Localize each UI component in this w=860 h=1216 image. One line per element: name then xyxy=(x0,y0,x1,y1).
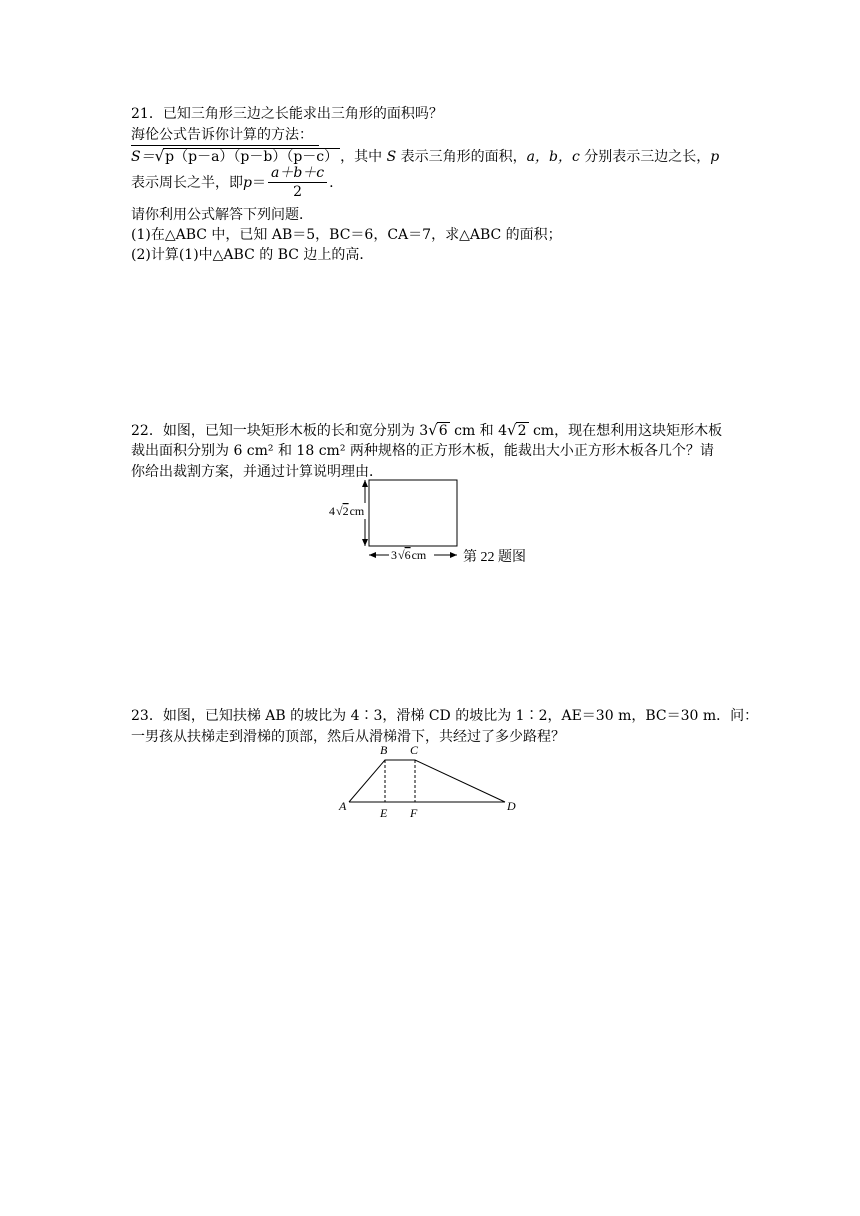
q21-text: 分别表示三边之长， xyxy=(579,149,711,165)
q23-line1: 23．如图，已知扶梯 AB 的坡比为 4∶3，滑梯 CD 的坡比为 1∶2，AE＝30 m，BC＝30 m．问： xyxy=(131,708,759,724)
q21-heron-radicand: p（p－a）（p－b）（p－c） xyxy=(165,149,339,165)
arrow-down-icon xyxy=(362,539,368,546)
q21-line5: 请你利用公式解答下列问题． xyxy=(131,207,313,223)
q22-line3: 你给出裁割方案，并通过计算说明理由． xyxy=(131,464,383,480)
q22-figure xyxy=(325,475,540,570)
label-f: F xyxy=(410,806,418,820)
q22-text: cm 和 4 xyxy=(449,423,508,439)
q22-radicand-2: 2 xyxy=(517,423,527,439)
width-label: 3√6cm xyxy=(391,548,427,562)
label-a: A xyxy=(339,799,347,813)
q23-line2: 一男孩从扶梯走到滑梯的顶部，然后从滑梯滑下，共经过了多少路程？ xyxy=(131,729,565,745)
q21-var-p: p xyxy=(710,149,720,165)
q21-vars: a，b，c xyxy=(526,149,580,165)
rectangle-board xyxy=(369,480,457,546)
label-b: B xyxy=(380,743,388,757)
sqrt-icon: √ xyxy=(154,147,165,165)
q21-line2: 海伦公式告诉你计算的方法： xyxy=(131,125,319,146)
fraction-denominator: 2 xyxy=(293,184,302,200)
q21-text: ，其中 xyxy=(340,149,387,165)
label-e: E xyxy=(380,806,388,820)
fraction-numerator: a＋b＋c xyxy=(268,164,327,183)
height-label: 4√2cm xyxy=(329,504,365,518)
q21-text: . xyxy=(329,174,334,191)
q22-text: 22．如图，已知一块矩形木板的长和宽分别为 3 xyxy=(131,423,429,439)
q22-line2: 裁出面积分别为 6 cm² 和 18 cm² 两种规格的正方形木板，能裁出大小正方形木板各几个？请 xyxy=(131,443,714,459)
q21-part1: (1)在△ABC 中，已知 AB＝5，BC＝6，CA＝7，求△ABC 的面积； xyxy=(131,227,562,243)
q21-text: 表示三角形的面积， xyxy=(396,149,527,165)
q21-eq: ＝ xyxy=(251,174,266,191)
q22-text: cm，现在想利用这块矩形木板 xyxy=(528,423,723,439)
q21-var-p: p xyxy=(243,174,252,191)
q21-s-eq: S＝ xyxy=(131,149,155,165)
q22-radicand-6: 6 xyxy=(438,423,448,439)
sqrt-icon: √ xyxy=(507,421,517,439)
label-c: C xyxy=(410,743,419,757)
slide-outline xyxy=(349,760,505,802)
q21-var-s: S xyxy=(386,149,397,165)
q21-fraction xyxy=(268,164,327,201)
arrow-left-icon xyxy=(369,552,376,558)
q21-text: 表示周长之半，即 xyxy=(131,174,243,191)
label-d: D xyxy=(507,799,516,813)
arrow-up-icon xyxy=(362,480,368,487)
q21-line1: 21．已知三角形三边之长能求出三角形的面积吗？ xyxy=(131,106,443,122)
q22-caption: 第 22 题图 xyxy=(463,550,526,565)
q21-line4 xyxy=(131,164,334,201)
q22-line1 xyxy=(131,420,722,441)
q21-part2: (2)计算(1)中△ABC 的 BC 边上的高． xyxy=(131,247,374,263)
sqrt-icon: √ xyxy=(428,421,438,439)
arrow-right-icon xyxy=(450,552,457,558)
q23-figure xyxy=(335,740,525,822)
